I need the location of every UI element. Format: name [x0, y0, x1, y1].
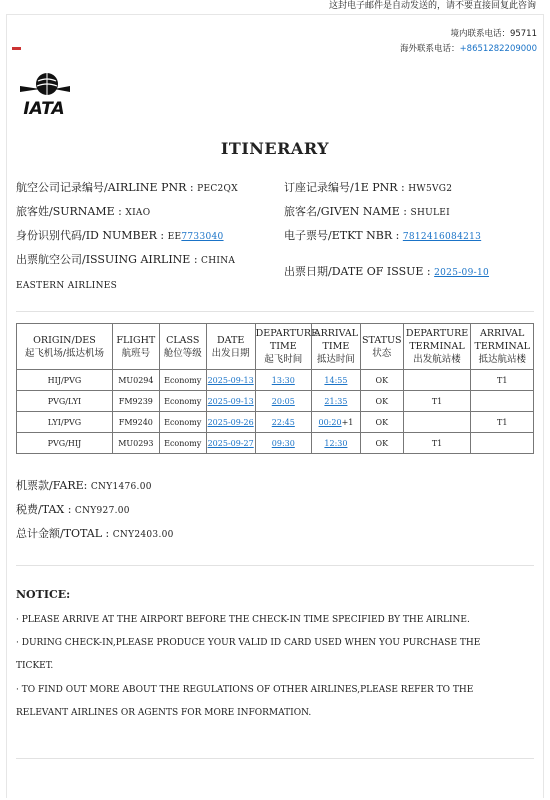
total-value: CNY2403.00 — [112, 530, 174, 540]
issue-date-label: 出票日期/DATE OF ISSUE : — [284, 265, 435, 278]
etkt-number — [284, 229, 481, 244]
date-link[interactable]: 2025-09-13 — [207, 375, 254, 385]
logo-text: IATA — [23, 99, 65, 117]
departure-time-cell — [255, 433, 311, 454]
col-flight — [112, 324, 159, 370]
header-en: ORIGIN/DES — [33, 334, 96, 346]
header-cn: 航班号 — [121, 347, 151, 359]
notice-heading: NOTICE: — [16, 588, 71, 601]
departure-time-link[interactable]: 13:30 — [271, 375, 295, 385]
status: OK — [360, 412, 403, 433]
tax-label: 税费/TAX : — [16, 503, 75, 516]
status: OK — [360, 370, 403, 391]
table-row — [17, 433, 534, 454]
departure-time-link[interactable]: 20:05 — [271, 396, 295, 406]
departure-terminal — [403, 412, 471, 433]
header-cn: 抵达时间 — [316, 354, 355, 365]
given-name-label: 旅客名/GIVEN NAME : — [284, 205, 411, 218]
departure-time-cell — [255, 370, 311, 391]
etkt-label: 电子票号/ETKT NBR : — [284, 229, 403, 242]
header-en: DEPARTURE TERMINAL — [405, 328, 469, 352]
notice-line: RELEVANT AIRLINES OR AGENTS FOR MORE INFORMATION. — [16, 708, 312, 718]
header-cn: 起飞时间 — [264, 354, 303, 365]
issuing-airline — [16, 253, 235, 268]
header-en: DATE — [217, 334, 245, 346]
date-link[interactable]: 2025-09-26 — [207, 417, 254, 427]
header-en: ARRIVAL TIME — [313, 328, 359, 352]
date-cell — [206, 391, 255, 412]
arrival-time-cell — [311, 412, 360, 433]
tax-value: CNY927.00 — [74, 506, 130, 516]
itinerary-page — [6, 14, 544, 798]
airline-pnr-label: 航空公司记录编号/AIRLINE PNR : — [16, 181, 198, 194]
notice-line: · PLEASE ARRIVE AT THE AIRPORT BEFORE THE CHECK-IN TIME SPECIFIED BY THE AIRLINE. — [16, 615, 470, 625]
domestic-phone-label: 境内联系电话： — [450, 29, 510, 39]
origin-des: LYI/PVG — [17, 412, 113, 433]
airline-pnr — [16, 181, 238, 196]
surname-label: 旅客姓/SURNAME : — [16, 205, 126, 218]
overseas-phone-link[interactable]: +8651282209000 — [459, 44, 537, 54]
given-name-value: SHULEI — [410, 208, 451, 218]
arrival-time-link[interactable]: 00:20 — [318, 417, 342, 427]
table-row — [17, 391, 534, 412]
date-link[interactable]: 2025-09-13 — [207, 396, 254, 406]
auto-email-notice: 这封电子邮件是自动发送的，请不要直接回复此咨询 — [328, 1, 536, 11]
flag-icon — [12, 47, 21, 50]
col-departure-time — [255, 324, 319, 370]
flight-number: MU0294 — [112, 370, 159, 391]
airline-pnr-value: PEC2QX — [197, 184, 238, 194]
status: OK — [360, 391, 403, 412]
notice-line: · DURING CHECK-IN,PLEASE PRODUCE YOUR VALID ID CARD USED WHEN YOU PURCHASE THE — [16, 638, 481, 648]
id-number-label: 身份识别代码/ID NUMBER : — [16, 229, 168, 242]
issuing-airline-value-cont: EASTERN AIRLINES — [16, 281, 118, 291]
tax — [16, 503, 130, 518]
fare — [16, 479, 152, 494]
arrival-terminal: T1 — [471, 370, 534, 391]
fare-label: 机票款/FARE: — [16, 479, 91, 492]
flight-number: FM9240 — [112, 412, 159, 433]
divider — [16, 758, 534, 759]
id-number — [16, 229, 224, 244]
header-cn: 出发日期 — [211, 347, 250, 359]
total — [16, 527, 174, 542]
issuing-airline-cont — [16, 278, 117, 293]
date-link[interactable]: 2025-09-27 — [207, 438, 254, 448]
date-cell — [206, 412, 255, 433]
col-departure-terminal — [403, 324, 471, 370]
arrival-time-cell — [311, 433, 360, 454]
given-name — [284, 205, 450, 220]
departure-terminal: T1 — [403, 433, 471, 454]
flight-table — [16, 323, 534, 454]
divider — [16, 311, 534, 312]
date-cell — [206, 433, 255, 454]
departure-terminal — [403, 370, 471, 391]
id-number-prefix: EE — [167, 232, 182, 242]
domestic-phone: 95711 — [509, 29, 537, 39]
col-class — [159, 324, 206, 370]
col-status — [360, 324, 403, 370]
header-cn: 舱位等级 — [163, 347, 202, 359]
origin-des: HIJ/PVG — [17, 370, 113, 391]
overseas-phone-label: 海外联系电话： — [400, 44, 460, 54]
flight-number: FM9239 — [112, 391, 159, 412]
page-title: ITINERARY — [220, 139, 330, 158]
ie-pnr-label: 订座记录编号/1E PNR : — [284, 181, 409, 194]
arrival-terminal: T1 — [471, 412, 534, 433]
iata-logo — [16, 71, 72, 117]
departure-time-link[interactable]: 22:45 — [271, 417, 295, 427]
header-en: CLASS — [166, 334, 200, 346]
surname-value: XIAO — [125, 208, 151, 218]
header-cn: 出发航站楼 — [413, 354, 461, 365]
origin-des: PVG/HIJ — [17, 433, 113, 454]
col-date — [206, 324, 255, 370]
origin-des: PVG/LYI — [17, 391, 113, 412]
day-offset: +1 — [341, 417, 354, 427]
departure-time-link[interactable]: 09:30 — [271, 438, 295, 448]
class: Economy — [159, 412, 206, 433]
status: OK — [360, 433, 403, 454]
arrival-time-link[interactable]: 21:35 — [324, 396, 348, 406]
header-cn: 抵达航站楼 — [478, 354, 526, 365]
header-en: ARRIVAL TERMINAL — [474, 328, 530, 352]
table-row — [17, 370, 534, 391]
col-arrival-time — [311, 324, 360, 370]
departure-time-cell — [255, 412, 311, 433]
issuing-airline-value: CHINA — [201, 256, 236, 266]
flight-number: MU0293 — [112, 433, 159, 454]
table-header-row — [17, 324, 534, 370]
ie-pnr — [284, 181, 452, 196]
table-row — [17, 412, 534, 433]
class: Economy — [159, 391, 206, 412]
surname — [16, 205, 150, 220]
arrival-time-link[interactable]: 14:55 — [324, 375, 348, 385]
notice-line: TICKET. — [16, 661, 54, 671]
issue-date-link[interactable]: 2025-09-10 — [434, 268, 489, 278]
header-en: STATUS — [362, 334, 402, 346]
issuing-airline-label: 出票航空公司/ISSUING AIRLINE : — [16, 253, 202, 266]
contact-info — [400, 27, 537, 57]
arrival-time-link[interactable]: 12:30 — [324, 438, 348, 448]
total-label: 总计金额/TOTAL : — [16, 527, 113, 540]
arrival-time-cell — [311, 370, 360, 391]
etkt-link[interactable]: 7812416084213 — [402, 232, 482, 242]
departure-time-cell — [255, 391, 311, 412]
class: Economy — [159, 433, 206, 454]
arrival-terminal — [471, 391, 534, 412]
header-en: DEPARTURE TIME — [255, 328, 319, 352]
id-number-link[interactable]: 7733040 — [181, 232, 224, 242]
col-arrival-terminal — [471, 324, 534, 370]
header-en: FLIGHT — [116, 334, 156, 346]
fare-value: CNY1476.00 — [90, 482, 152, 492]
divider — [16, 565, 534, 566]
issue-date — [284, 265, 489, 280]
ie-pnr-value: HW5VG2 — [408, 184, 453, 194]
arrival-time-cell — [311, 391, 360, 412]
col-origin-des — [17, 324, 113, 370]
date-cell — [206, 370, 255, 391]
class: Economy — [159, 370, 206, 391]
departure-terminal: T1 — [403, 391, 471, 412]
notice-line: · TO FIND OUT MORE ABOUT THE REGULATIONS OF OTHER AIRLINES,PLEASE REFER TO THE — [16, 685, 474, 695]
header-cn: 状态 — [372, 347, 392, 359]
header-cn: 起飞机场/抵达机场 — [24, 347, 105, 359]
arrival-terminal — [471, 433, 534, 454]
